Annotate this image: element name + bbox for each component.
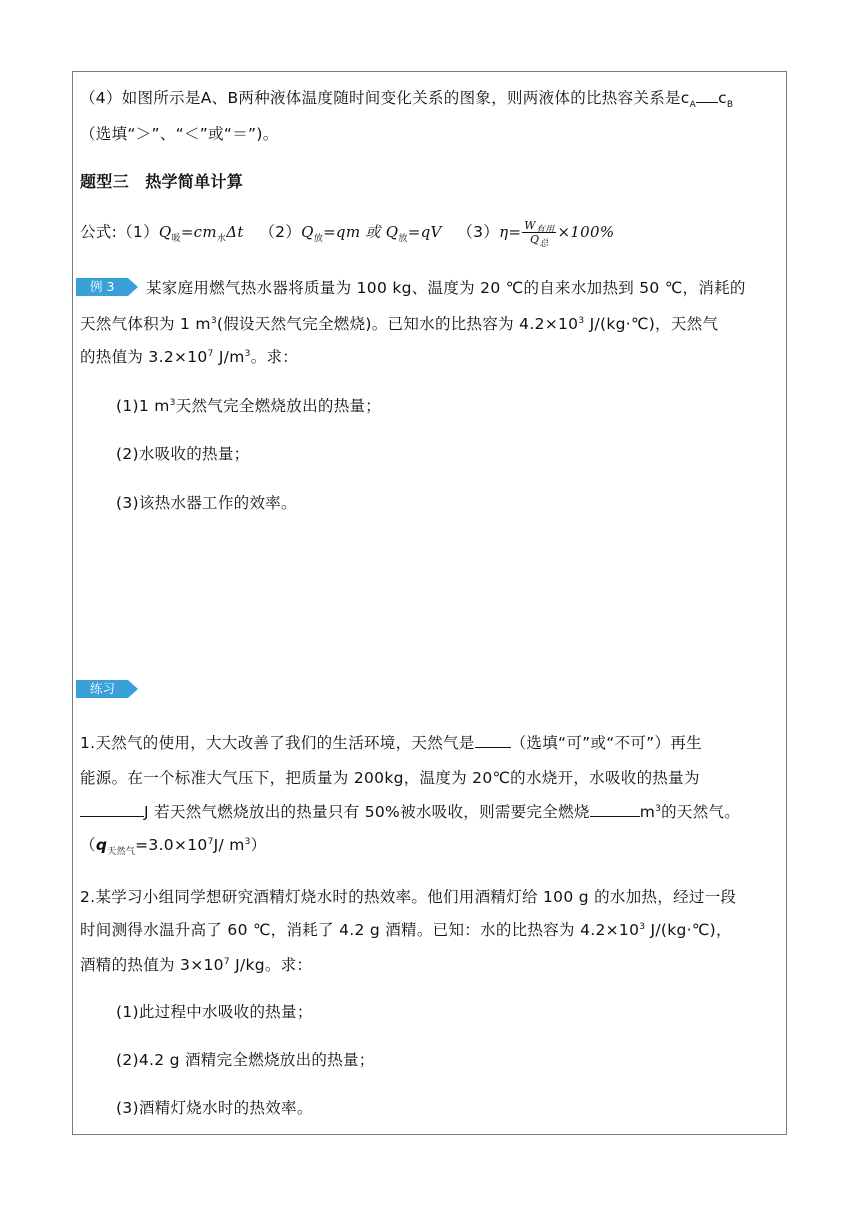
example-3-line3: 的热值为 $3.2\times 10^7$ $J/m^3$。求：: [80, 348, 299, 366]
practice-1-line4: （$q_{天然气}=3.0\times 10^7J/$ $m^3$）: [80, 836, 267, 858]
q4-line1: （4）如图所示是A、B两种液体温度随时间变化关系的图象，则两液体的比热容关系是$c_A$ $c_B$: [80, 89, 734, 111]
practice-2-line3: 酒精的热值为 $3\times 10^7$ J/kg。求：: [80, 956, 313, 974]
section-title: 题型三 热学简单计算: [80, 172, 244, 191]
practice-1-blank-heat[interactable]: [80, 802, 144, 817]
example-3-line1: 某家庭用燃气热水器将质量为 100 kg、温度为 20 ℃的自来水加热到 50 ℃，消耗的: [146, 279, 746, 297]
practice-1-blank-volume[interactable]: [590, 802, 640, 817]
q4-line2: （选填“＞”、“＜”或“＝”)。: [80, 125, 279, 143]
practice-2-line1: 2.某学习小组同学想研究酒精灯烧水时的热效率。他们用酒精灯给 100 g 的水加热，经过一段: [80, 888, 737, 906]
practice-1-line3: J 若天然气燃烧放出的热量只有 50%被水吸收，则需要完全燃烧 $m^3$的天然气。: [80, 802, 784, 822]
example-3-q1: (1)1 $m^3$天然气完全燃烧放出的热量；: [116, 397, 382, 415]
practice-1-blank-renewable[interactable]: [475, 733, 511, 748]
example-3-tag: 例 3: [76, 278, 128, 296]
example-3-q3: (3)该热水器工作的效率。: [116, 494, 297, 512]
practice-2-line2: 时间测得水温升高了 60 ℃，消耗了 4.2 g 酒精。已知：水的比热容为 $4.2\times 10^3$ J/(kg·℃)，: [80, 921, 732, 939]
practice-2-q3: (3)酒精灯烧水时的热效率。: [116, 1099, 313, 1117]
q4-answer-blank[interactable]: [696, 88, 718, 103]
formula-line: 公式$:(1)Q_吸=cm_水\Delta t$ $(2)Q_放=qm$ 或 $Q_放=qV$ （3）η= $\frac{W_{有用}}{Q_总}$ ×100%: [80, 219, 615, 250]
practice-1-line1: 1.天然气的使用，大大改善了我们的生活环境，天然气是 （选填“可”或“不可”）再生: [80, 734, 702, 752]
practice-2-q1: (1)此过程中水吸收的热量；: [116, 1003, 313, 1021]
example-3-line2: 天然气体积为 1 $m^3$(假设天然气完全燃烧)。已知水的比热容为 $4.2\times 10^3$ J/(kg·℃)，天然气: [80, 315, 719, 333]
practice-2-q2: (2)4.2 g 酒精完全燃烧放出的热量；: [116, 1051, 375, 1069]
practice-tag: 练习: [76, 680, 128, 698]
efficiency-fraction: $\frac{W_{有用}}{Q_总}$: [524, 219, 555, 250]
example-3-q2: (2)水吸收的热量；: [116, 445, 250, 463]
practice-1-line2: 能源。在一个标准大气压下，把质量为 200kg，温度为 20℃的水烧开，水吸收的热量为: [80, 769, 700, 787]
